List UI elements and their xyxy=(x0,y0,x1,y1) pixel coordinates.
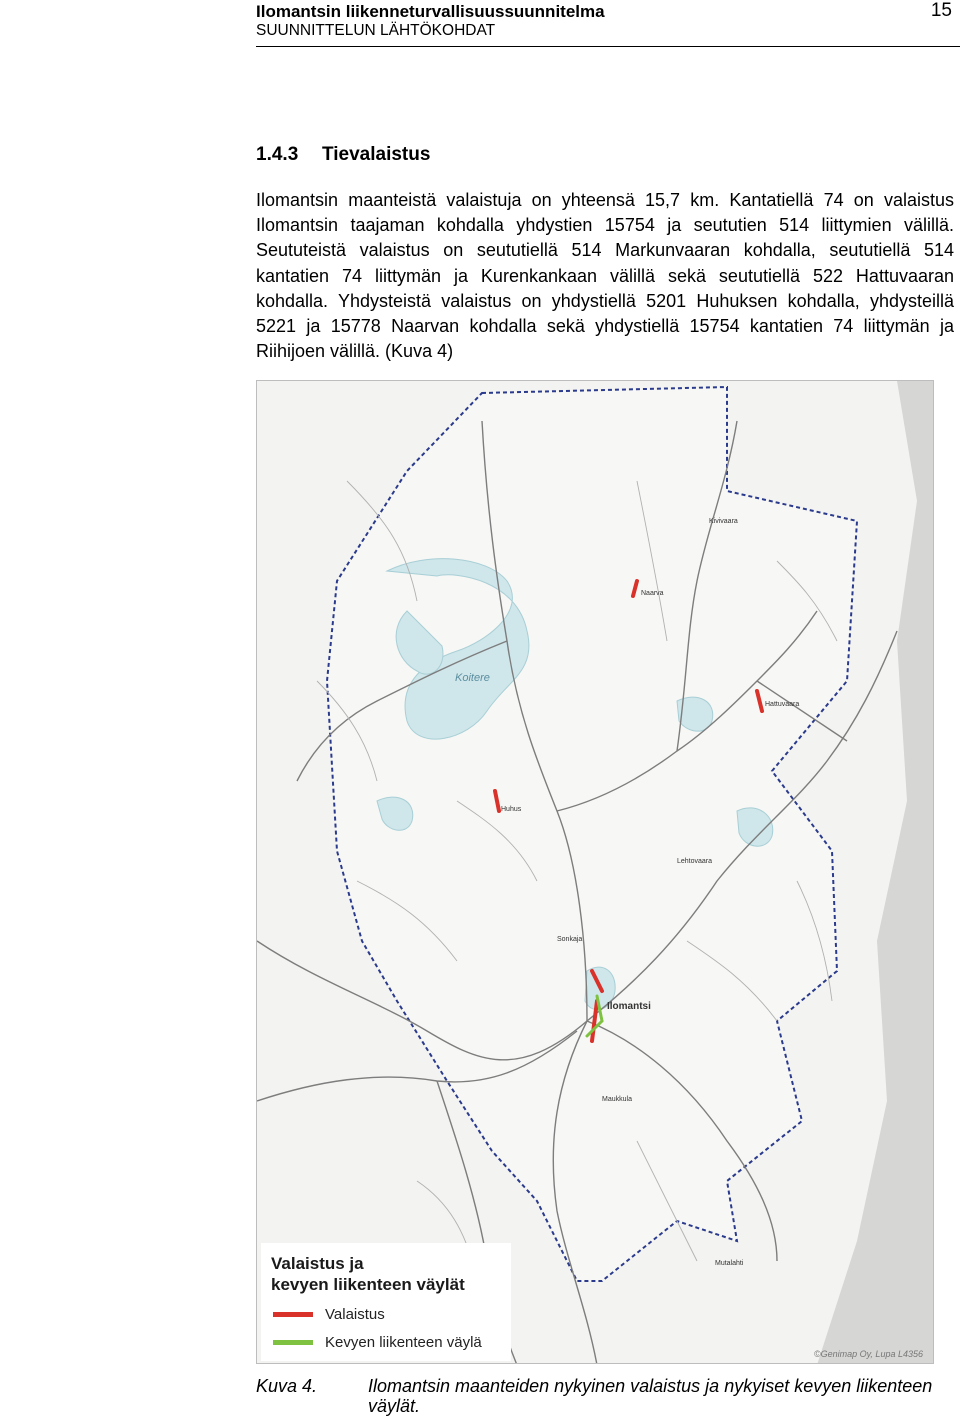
header-rule xyxy=(256,46,960,47)
place-label: Huhus xyxy=(501,806,522,813)
page-number: 15 xyxy=(930,0,952,21)
map-legend xyxy=(261,1243,511,1361)
place-label: Hattuvaara xyxy=(765,701,800,708)
place-label: Maukkula xyxy=(602,1096,632,1103)
place-label: Lehtovaara xyxy=(677,858,713,865)
section-heading xyxy=(256,144,430,166)
header-title: Ilomantsin liikenneturvallisuussuunnitelma xyxy=(256,2,605,21)
legend-title: Valaistus ja kevyen liikenteen väylät xyxy=(271,1254,465,1294)
lake-label: Koitere xyxy=(455,672,490,684)
place-label: Mutalahti xyxy=(715,1260,744,1267)
place-label: Naarva xyxy=(641,590,664,597)
legend-swatch-red xyxy=(273,1312,313,1317)
legend-item-light-traffic: Kevyen liikenteen väylä xyxy=(273,1331,482,1353)
caption-text: Ilomantsin maanteiden nykyinen valaistus ja nykyiset kevyen liikenteen väylät. xyxy=(368,1376,933,1416)
section-title: Tievalaistus xyxy=(322,144,431,165)
header-subtitle: SUUNNITTELUN LÄHTÖKOHDAT xyxy=(256,22,496,39)
place-label: Ilomantsi xyxy=(607,1001,651,1012)
caption-label: Kuva 4. xyxy=(256,1376,318,1396)
municipality-map xyxy=(257,381,934,1364)
body-paragraph: Ilomantsin maanteistä valaistuja on yhteensä 15,7 km. Kantatiellä 74 on valaistus Ilomantsin taajaman kohdalla yhdystien 15754 ja seututien 514 liittymien välillä. Seututeistä valaistus on seututiellä 514 Markunvaaran kohdalla, seututiellä 514 kantatien 74 liittymän ja Kurenkankaan välillä sekä seututiellä 522 Hattuvaaran kohdalla. Yhdysteistä valaistus on yhdystiellä 5201 Huhuksen kohdalla, yhdysteillä 5221 ja 15778 Naarvan kohdalla sekä yhdystiellä 15754 kantatien 74 liittymän ja Riihijoen välillä. (Kuva 4) xyxy=(256,190,954,362)
place-label: Sonkaja xyxy=(557,936,583,943)
legend-swatch-green xyxy=(273,1340,313,1345)
map-figure xyxy=(256,380,934,1364)
map-credit: ©Genimap Oy, Lupa L4356 xyxy=(813,1349,923,1359)
place-label: Kivivaara xyxy=(709,518,738,525)
legend-item-lighting: Valaistus xyxy=(273,1303,385,1325)
section-number: 1.4.3 xyxy=(256,144,299,165)
